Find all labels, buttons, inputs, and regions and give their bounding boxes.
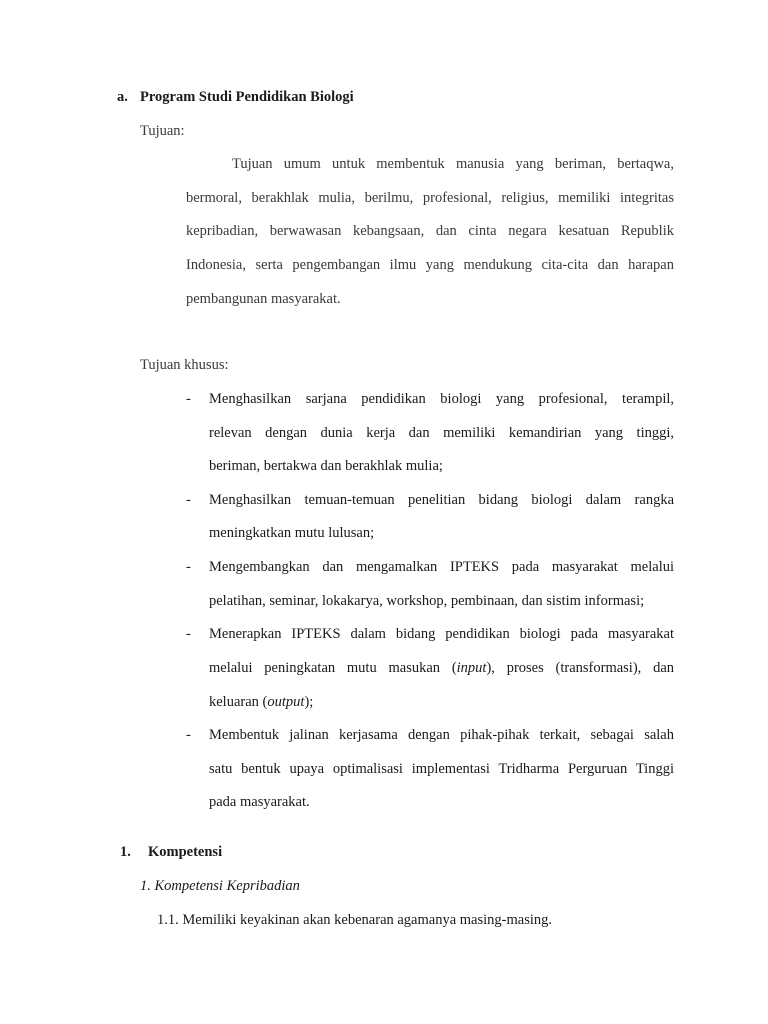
list-item-3-line-2: pelatihan, seminar, lokakarya, workshop, pembinaan, dan sistim informasi; <box>209 593 645 609</box>
list-item-1-line-2: relevan dengan dunia kerja dan memiliki kemandirian yang tinggi, <box>209 425 674 441</box>
list-item-5-line-1: Membentuk jalinan kerjasama dengan pihak-pihak terkait, sebagai salah <box>209 727 674 743</box>
list-item-1-line-3: beriman, bertakwa dan berakhlak mulia; <box>209 458 443 474</box>
input-term: input <box>456 660 487 676</box>
section-marker: a. <box>117 89 128 105</box>
list-item-2-line-1: Menghasilkan temuan-temuan penelitian bidang biologi dalam rangka <box>209 492 674 508</box>
kompetensi-subheading: 1. Kompetensi Kepribadian <box>140 878 300 894</box>
list-item-5-line-2: satu bentuk upaya optimalisasi implementasi Tridharma Perguruan Tinggi <box>209 761 674 777</box>
list-item-4-line-2 <box>209 659 674 677</box>
list-item-4-line-2-after: ), proses (transformasi), dan <box>486 660 675 676</box>
list-item-3-line-1: Mengembangkan dan mengamalkan IPTEKS pada masyarakat melalui <box>209 559 674 575</box>
kompetensi-item-1-1: 1.1. Memiliki keyakinan akan kebenaran agamanya masing-masing. <box>157 912 552 928</box>
list-bullet: - <box>186 626 191 642</box>
list-item-2-line-2: meningkatkan mutu lulusan; <box>209 525 375 541</box>
list-bullet: - <box>186 559 191 575</box>
tujuan-paragraph-line-2: bermoral, berakhlak mulia, berilmu, profesional, religius, memiliki integritas <box>186 190 674 206</box>
list-item-4-line-3-before: keluaran ( <box>209 694 268 710</box>
list-item-4-line-3-after: ); <box>304 694 314 710</box>
tujuan-paragraph-line-3: kepribadian, berwawasan kebangsaan, dan cinta negara kesatuan Republik <box>186 223 674 239</box>
tujuan-paragraph-line-4: Indonesia, serta pengembangan ilmu yang mendukung cita-cita dan harapan <box>186 257 674 273</box>
list-bullet: - <box>186 391 191 407</box>
list-item-1-line-1: Menghasilkan sarjana pendidikan biologi yang profesional, terampil, <box>209 391 674 407</box>
list-item-4-line-1: Menerapkan IPTEKS dalam bidang pendidikan biologi pada masyarakat <box>209 626 674 642</box>
list-bullet: - <box>186 727 191 743</box>
list-item-4-line-3 <box>209 693 313 711</box>
tujuan-paragraph-line-1: Tujuan umum untuk membentuk manusia yang beriman, bertaqwa, <box>232 156 674 172</box>
tujuan-label: Tujuan: <box>140 123 185 139</box>
tujuan-khusus-label: Tujuan khusus: <box>140 357 229 373</box>
list-item-5-line-3: pada masyarakat. <box>209 794 310 810</box>
list-bullet: - <box>186 492 191 508</box>
tujuan-paragraph-line-5: pembangunan masyarakat. <box>186 291 341 307</box>
output-term: output <box>267 694 305 710</box>
kompetensi-title: Kompetensi <box>148 844 223 860</box>
section-title: Program Studi Pendidikan Biologi <box>140 89 354 105</box>
list-item-4-line-2-before: melalui peningkatan mutu masukan ( <box>209 660 457 676</box>
kompetensi-marker: 1. <box>120 844 131 860</box>
